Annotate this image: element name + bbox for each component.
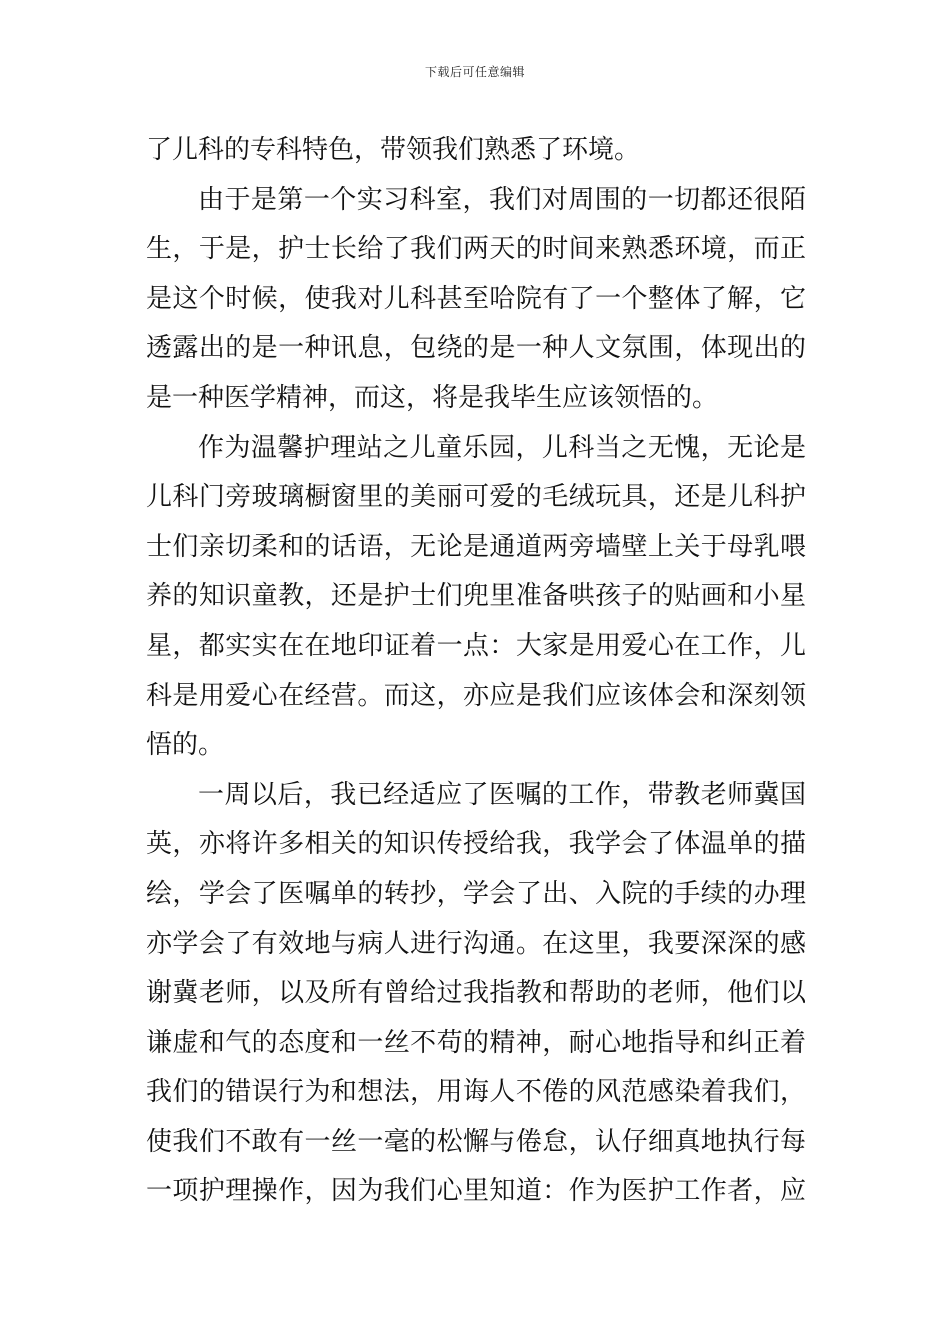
text-line: 是一种医学精神，而这，将是我毕生应该领悟的。: [146, 382, 719, 413]
page-header: 下载后可任意编辑: [424, 65, 525, 79]
text-line: 由于是第一个实习科室，我们对周围的一切都还很陌: [198, 184, 806, 215]
text-line: 科是用爱心在经营。而这，亦应是我们应该体会和深刻领: [146, 680, 806, 711]
text-line: 士们亲切柔和的话语，无论是通道两旁墙壁上关于母乳喂: [146, 531, 806, 562]
text-line: 养的知识童教，还是护士们兜里准备哄孩子的贴画和小星: [146, 581, 806, 612]
text-line: 了儿科的专科特色，带领我们熟悉了环境。: [146, 135, 641, 165]
text-line: 作为温馨护理站之儿童乐园，儿科当之无愧，无论是: [198, 432, 806, 463]
text-line: 是这个时候，使我对儿科甚至哈院有了一个整体了解，它: [146, 283, 806, 314]
text-line: 儿科门旁玻璃橱窗里的美丽可爱的毛绒玩具，还是儿科护: [146, 482, 806, 513]
text-line: 亦学会了有效地与病人进行沟通。在这里，我要深深的感: [146, 928, 806, 959]
text-line: 英，亦将许多相关的知识传授给我，我学会了体温单的描: [146, 829, 806, 860]
text-line: 星，都实实在在地印证着一点：大家是用爱心在工作，儿: [146, 630, 806, 661]
text-line: 生，于是，护士长给了我们两天的时间来熟悉环境，而正: [146, 234, 806, 265]
text-line: 一项护理操作，因为我们心里知道：作为医护工作者，应: [146, 1176, 806, 1207]
text-line: 绘，学会了医嘱单的转抄，学会了出、入院的手续的办理: [146, 878, 806, 909]
text-line: 我们的错误行为和想法，用诲人不倦的风范感染着我们，: [146, 1077, 806, 1108]
text-line: 一周以后，我已经适应了医嘱的工作，带教老师冀国: [198, 779, 806, 810]
text-line: 谢冀老师，以及所有曾给过我指教和帮助的老师，他们以: [146, 978, 806, 1009]
text-line: 透露出的是一种讯息，包绕的是一种人文氛围，体现出的: [146, 333, 806, 364]
text-line: 谦虚和气的态度和一丝不苟的精神，耐心地指导和纠正着: [146, 1027, 806, 1058]
text-line: 悟的。: [146, 730, 225, 761]
body-text: [146, 130, 806, 1221]
text-line: 使我们不敢有一丝一毫的松懈与倦怠，认仔细真地执行每: [146, 1126, 806, 1157]
